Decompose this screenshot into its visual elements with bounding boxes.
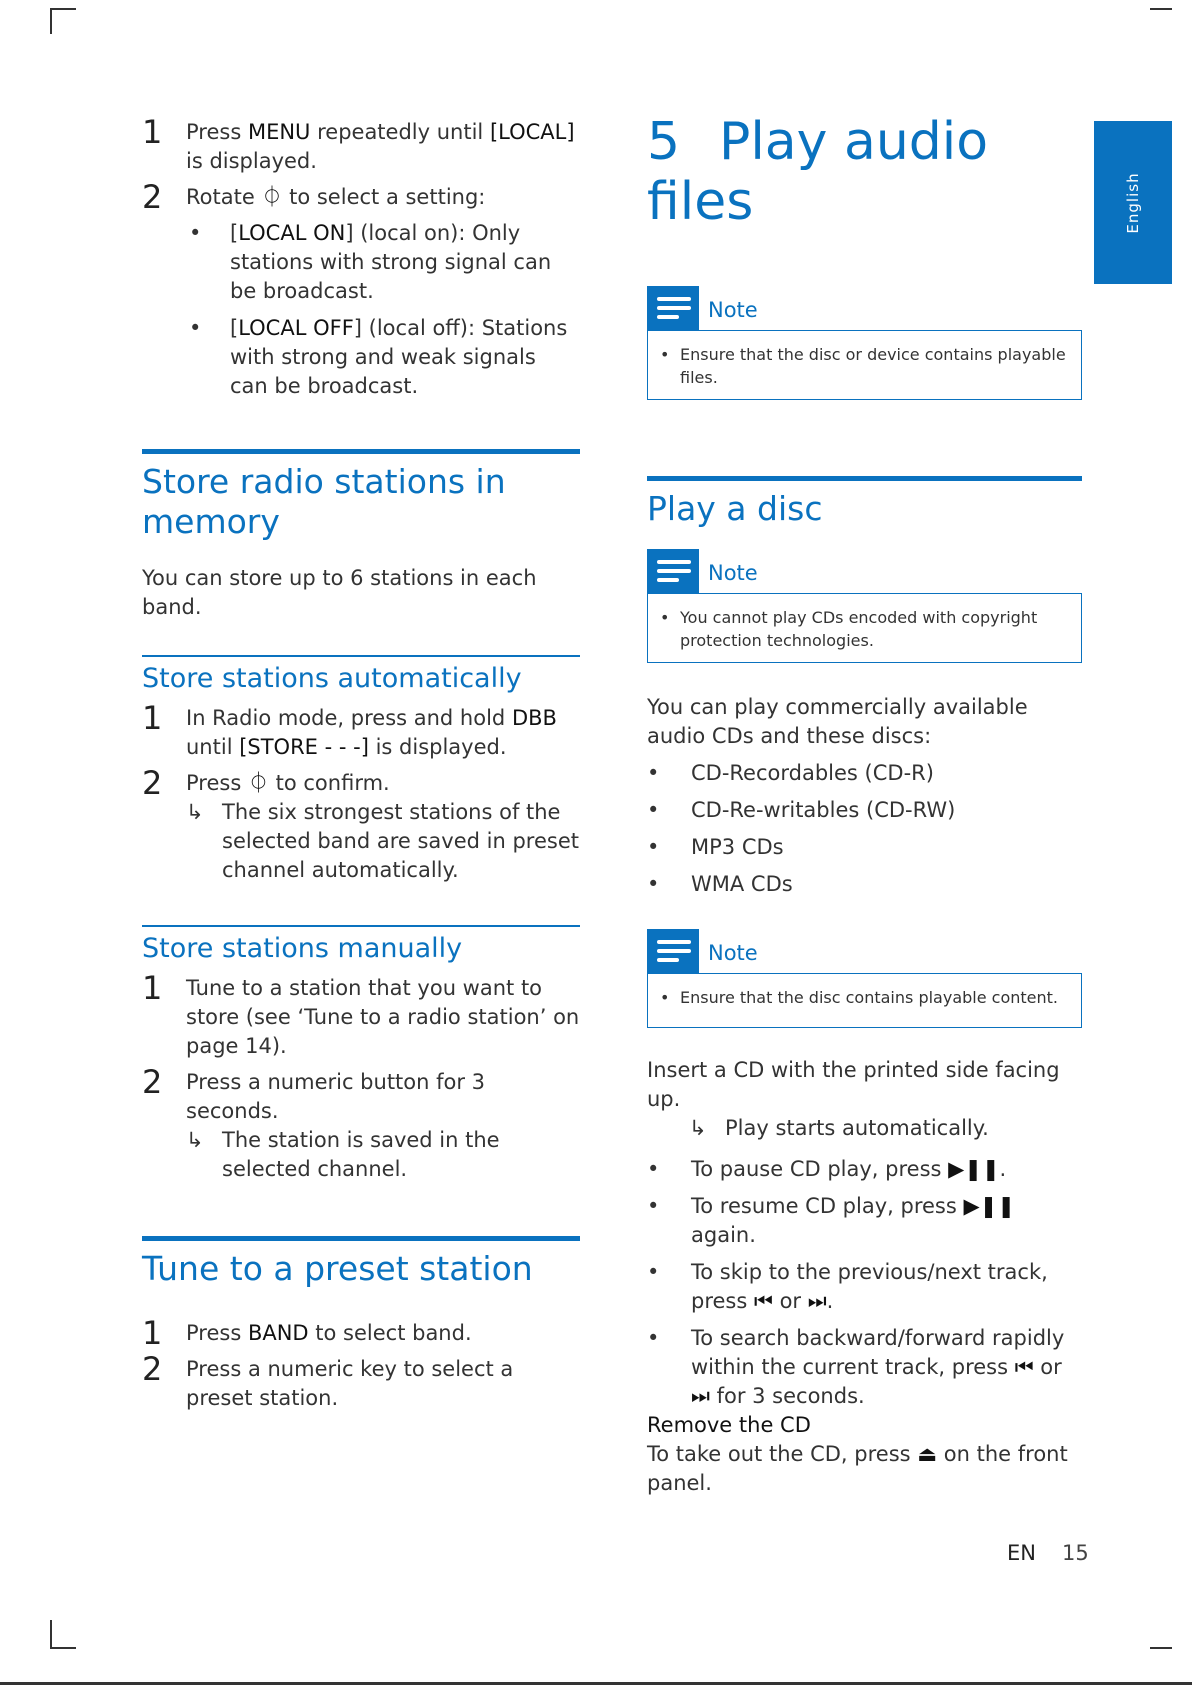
previous-track-icon: ⏮	[753, 1289, 773, 1313]
preset-step-1	[142, 1314, 580, 1352]
local-step-2	[142, 178, 580, 216]
text: The six strongest stations of the selected band are saved in preset channel automatically.	[222, 800, 579, 882]
language-tab-label: English	[1124, 171, 1142, 234]
note-label: Note	[708, 298, 758, 322]
text: You cannot play CDs encoded with copyright protection technologies.	[680, 608, 1038, 650]
eject-icon: ⏏	[917, 1442, 938, 1466]
text: CD-Re-writables (CD-RW)	[691, 798, 956, 822]
bullet: •	[647, 1260, 660, 1284]
bullet: •	[660, 608, 670, 627]
preset-step-2	[142, 1350, 580, 1413]
text: until	[186, 735, 240, 759]
auto-heading: Store stations automatically	[142, 655, 580, 696]
dbb-keyword: DBB	[511, 706, 557, 730]
text: again.	[691, 1223, 756, 1247]
step-number: 1	[142, 699, 163, 737]
text: to confirm.	[268, 771, 390, 795]
manual-step-1	[142, 969, 580, 1061]
text: for 3 seconds.	[709, 1384, 865, 1408]
right-column	[647, 112, 1082, 1498]
control-resume	[647, 1192, 1082, 1250]
previous-track-icon: ⏮	[1014, 1355, 1034, 1379]
note-header	[647, 286, 1082, 330]
crop-mark	[1150, 1647, 1172, 1649]
bullet: •	[660, 988, 670, 1007]
page-number: 15	[1061, 1541, 1089, 1565]
bullet: •	[189, 221, 202, 245]
text: is displayed.	[186, 149, 317, 173]
note-1	[647, 286, 1082, 400]
chapter-title-text: Play audio files	[647, 112, 989, 232]
tuning-knob-icon: ⏀	[261, 185, 283, 209]
insert-result	[689, 1114, 1082, 1143]
step-number: 2	[142, 178, 163, 216]
text: To resume CD play, press	[691, 1194, 964, 1218]
result-arrow-icon: ↳	[689, 1116, 707, 1140]
bullet: •	[647, 761, 660, 785]
note-label: Note	[708, 941, 758, 965]
note-icon	[647, 549, 699, 593]
step-number: 1	[142, 1314, 163, 1352]
bullet: •	[647, 1194, 660, 1218]
note-box	[647, 973, 1082, 1028]
note-icon	[647, 286, 699, 330]
note-2	[647, 549, 1082, 663]
bullet: •	[647, 872, 660, 896]
preset-heading: Tune to a preset station	[142, 1236, 580, 1289]
disc-item	[647, 759, 1082, 788]
insert-text: Insert a CD with the printed side facing up.	[647, 1058, 1060, 1111]
play-disc-heading: Play a disc	[647, 476, 1082, 529]
crop-mark	[50, 1620, 52, 1648]
text: Tune to a station that you want to store (see ‘Tune to a radio station’ on page 14).	[186, 976, 580, 1058]
manual-result	[186, 1126, 580, 1184]
text: Press a numeric key to select a preset station.	[186, 1357, 514, 1410]
note-3	[647, 929, 1082, 1028]
tuning-knob-icon: ⏀	[247, 771, 269, 795]
control-search	[647, 1324, 1082, 1411]
chapter-number: 5	[647, 112, 681, 172]
text: or	[1033, 1355, 1062, 1379]
text: Play starts automatically.	[725, 1116, 989, 1140]
note-icon	[647, 929, 699, 973]
note-header	[647, 549, 1082, 593]
menu-keyword: MENU	[247, 120, 311, 144]
result-arrow-icon: ↳	[186, 800, 204, 824]
step-number: 1	[142, 969, 163, 1007]
crop-mark	[50, 8, 52, 34]
text: Rotate	[186, 185, 262, 209]
text: To take out the CD, press	[647, 1442, 918, 1466]
play-pause-icon: ▶❚❚	[948, 1157, 1000, 1181]
text: Press	[186, 120, 248, 144]
text: or	[772, 1289, 808, 1313]
text: ] (local off): Stations with strong and weak signals can be broadcast.	[230, 316, 568, 398]
option-keyword: LOCAL OFF	[238, 316, 354, 340]
manual-step-2	[142, 1063, 580, 1126]
text: Ensure that the disc contains playable content.	[680, 988, 1058, 1007]
step-number: 2	[142, 764, 163, 802]
text: [	[230, 316, 239, 340]
local-option-on	[142, 219, 580, 306]
disc-intro: You can play commercially available audio CDs and these discs:	[647, 695, 1028, 748]
bullet: •	[647, 1157, 660, 1181]
step-number: 2	[142, 1350, 163, 1388]
crop-mark	[50, 8, 76, 10]
control-pause	[647, 1155, 1082, 1184]
note-label: Note	[708, 561, 758, 585]
text: To search backward/forward rapidly within the current track, press	[691, 1326, 1065, 1379]
disc-item	[647, 870, 1082, 899]
play-pause-icon: ▶❚❚	[963, 1194, 1015, 1218]
step-number: 2	[142, 1063, 163, 1101]
text: Press	[186, 1321, 248, 1345]
bullet: •	[647, 1326, 660, 1350]
text: To pause CD play, press	[691, 1157, 949, 1181]
text: to select band.	[308, 1321, 472, 1345]
store-keyword: [STORE - - -]	[239, 735, 369, 759]
text: .	[999, 1157, 1007, 1181]
remove-text	[647, 1440, 1082, 1498]
store-intro: You can store up to 6 stations in each band.	[142, 566, 537, 619]
text: Press a numeric button for 3 seconds.	[186, 1070, 486, 1123]
text: [	[230, 221, 239, 245]
bullet: •	[647, 798, 660, 822]
bullet: •	[647, 835, 660, 859]
next-track-icon: ⏭	[691, 1384, 710, 1408]
auto-step-1	[142, 699, 580, 762]
note-box	[647, 593, 1082, 663]
text: to select a setting:	[282, 185, 486, 209]
option-keyword: LOCAL ON	[238, 221, 346, 245]
local-step-1	[142, 113, 580, 176]
text: CD-Recordables (CD-R)	[691, 761, 934, 785]
bullet: •	[189, 316, 202, 340]
control-skip	[647, 1258, 1082, 1316]
next-track-icon: ⏭	[807, 1289, 827, 1313]
text: WMA CDs	[691, 872, 793, 896]
text: repeatedly until	[310, 120, 490, 144]
local-option-off	[142, 314, 580, 401]
crop-mark	[1150, 8, 1172, 10]
text: To skip to the previous/next track, press	[691, 1260, 1048, 1313]
text: .	[826, 1289, 834, 1313]
disc-item	[647, 833, 1082, 862]
result-arrow-icon: ↳	[186, 1128, 204, 1152]
band-keyword: BAND	[247, 1321, 309, 1345]
text: is displayed.	[368, 735, 507, 759]
crop-mark	[50, 1647, 76, 1649]
auto-step-2	[142, 764, 580, 802]
note-box	[647, 330, 1082, 400]
footer-language: EN	[1007, 1541, 1036, 1565]
manual-heading: Store stations manually	[142, 925, 580, 966]
auto-result	[186, 798, 580, 885]
page-footer	[1007, 1541, 1089, 1565]
left-column	[142, 113, 580, 1420]
text: Press	[186, 771, 248, 795]
local-keyword: [LOCAL]	[489, 120, 575, 144]
text: Ensure that the disc or device contains playable files.	[680, 345, 1066, 387]
disc-item	[647, 796, 1082, 825]
text: MP3 CDs	[691, 835, 784, 859]
chapter-title	[647, 112, 1082, 232]
text: In Radio mode, press and hold	[186, 706, 512, 730]
language-tab	[1094, 121, 1172, 284]
remove-title: Remove the CD	[647, 1413, 811, 1437]
text: ] (local on): Only stations with strong signal can be broadcast.	[230, 221, 552, 303]
text: on the front panel.	[647, 1442, 1068, 1495]
bullet: •	[660, 345, 670, 364]
store-heading: Store radio stations in memory	[142, 449, 580, 542]
note-header	[647, 929, 1082, 973]
step-number: 1	[142, 113, 163, 151]
text: The station is saved in the selected channel.	[222, 1128, 500, 1181]
